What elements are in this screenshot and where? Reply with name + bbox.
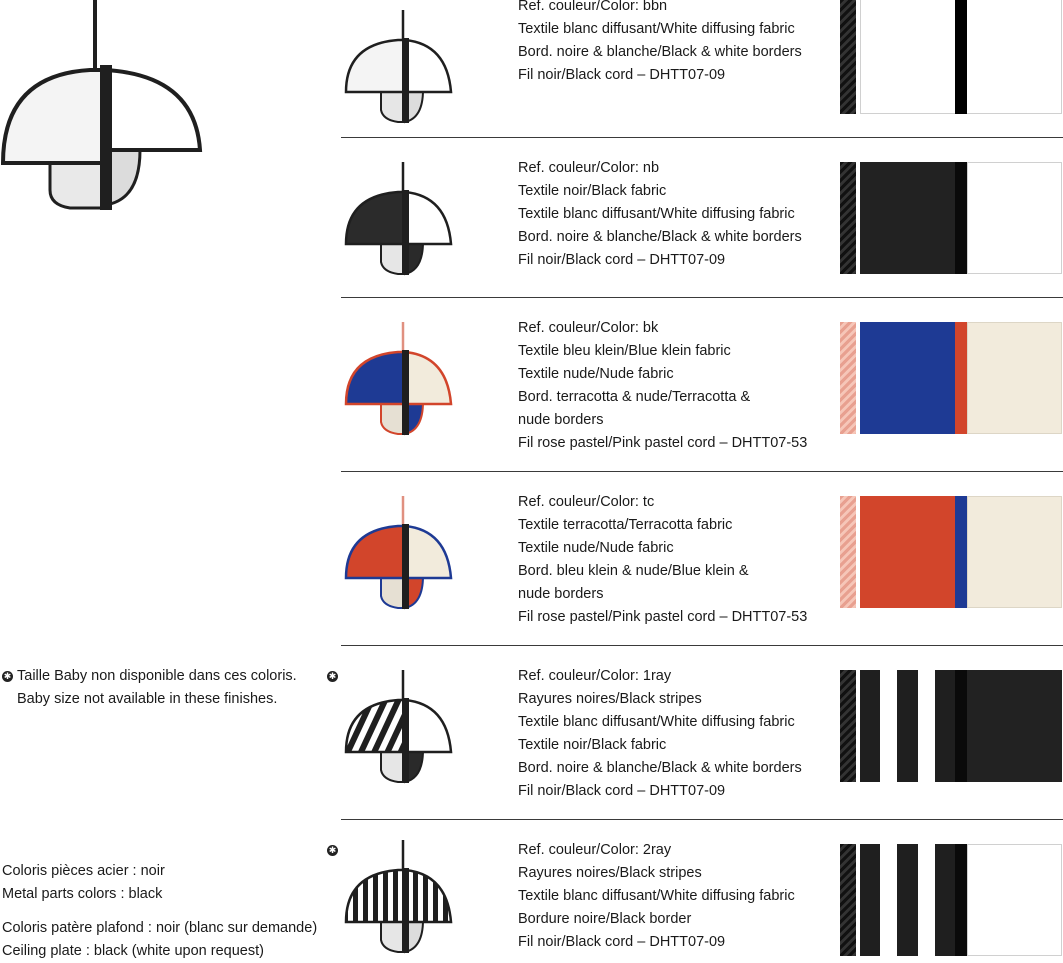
variant-line: Ref. couleur/Color: bbn: [518, 0, 668, 14]
variant-line: Fil rose pastel/Pink pastel cord – DHTT07-53: [518, 609, 808, 625]
border-sample: [955, 844, 967, 956]
variant-line: nude borders: [518, 586, 604, 602]
swatch-bbn: [840, 0, 1062, 114]
note-metal-en: Metal parts colors : black: [2, 886, 163, 902]
fabric-sample: [967, 670, 1062, 782]
lamp-tc-illustration: [343, 496, 453, 614]
divider: [341, 819, 1063, 820]
variant-line: Textile noir/Black fabric: [518, 183, 667, 199]
variant-line: Textile noir/Black fabric: [518, 737, 667, 753]
variant-line: Textile blanc diffusant/White diffusing fabric: [518, 888, 795, 904]
variant-line: nude borders: [518, 412, 604, 428]
fabric-sample: [967, 844, 1062, 956]
lamp-bbn-illustration: [343, 10, 453, 128]
fabric-sample: [967, 496, 1062, 608]
variant-line: Bord. terracotta & nude/Terracotta &: [518, 389, 751, 405]
divider: [341, 137, 1063, 138]
fabric-sample: [967, 322, 1062, 434]
divider: [341, 297, 1063, 298]
variant-line: Ref. couleur/Color: 1ray: [518, 668, 672, 684]
variant-line: Textile bleu klein/Blue klein fabric: [518, 343, 731, 359]
swatch-nb: [840, 162, 1062, 274]
variant-line: Fil noir/Black cord – DHTT07-09: [518, 252, 726, 268]
border-sample: [955, 162, 967, 274]
variant-line: Fil noir/Black cord – DHTT07-09: [518, 934, 726, 950]
lamp-2ray-illustration: [343, 840, 453, 958]
variant-line: Rayures noires/Black stripes: [518, 865, 702, 881]
fabric-sample: [860, 162, 955, 274]
variant-2ray-description: [518, 839, 795, 954]
cord-sample: [840, 0, 856, 114]
stripes-sample: [860, 670, 955, 782]
swatch-2ray: [840, 844, 1062, 956]
swatch-bk: [840, 322, 1062, 434]
swatch-1ray: [840, 670, 1062, 782]
note-unavailable-en: Baby size not available in these finishes.: [17, 691, 278, 707]
variant-nb-description: [518, 157, 802, 272]
variant-line: Textile terracotta/Terracotta fabric: [518, 517, 733, 533]
variant-line: Bord. noire & blanche/Black & white borders: [518, 44, 802, 60]
hero-lamp-illustration: [0, 0, 210, 215]
asterisk-2ray-icon: ✱: [328, 845, 337, 855]
border-sample: [955, 322, 967, 434]
stripes-sample: [860, 844, 955, 956]
note-plate-fr: Coloris patère plafond : noir (blanc sur demande): [2, 920, 318, 936]
variant-line: Ref. couleur/Color: 2ray: [518, 842, 672, 858]
variant-line: Bordure noire/Black border: [518, 911, 692, 927]
variant-line: Fil noir/Black cord – DHTT07-09: [518, 783, 726, 799]
cord-sample: [840, 670, 856, 782]
cord-sample: [840, 496, 856, 608]
fabric-sample: [967, 162, 1062, 274]
variant-line: Textile blanc diffusant/White diffusing fabric: [518, 206, 795, 222]
variant-line: Textile nude/Nude fabric: [518, 540, 674, 556]
lamp-nb-illustration: [343, 162, 453, 280]
divider: [341, 471, 1063, 472]
asterisk-1ray-icon: ✱: [328, 671, 337, 681]
variant-line: Textile nude/Nude fabric: [518, 366, 674, 382]
cord-sample: [840, 322, 856, 434]
note-metal-fr: Coloris pièces acier : noir: [2, 863, 165, 879]
border-sample: [955, 496, 967, 608]
lamp-bk-illustration: [343, 322, 453, 440]
fabric-sample: [860, 322, 955, 434]
variant-line: Textile blanc diffusant/White diffusing fabric: [518, 21, 795, 37]
variant-tc-description: [518, 491, 807, 629]
variant-line: Bord. noire & blanche/Black & white borders: [518, 760, 802, 776]
variant-line: Fil noir/Black cord – DHTT07-09: [518, 67, 726, 83]
variant-line: Rayures noires/Black stripes: [518, 691, 702, 707]
asterisk-note-icon: ✱: [3, 671, 12, 681]
variant-bk-description: [518, 317, 807, 455]
variant-line: Fil rose pastel/Pink pastel cord – DHTT07-53: [518, 435, 808, 451]
variant-line: Bord. bleu klein & nude/Blue klein &: [518, 563, 749, 579]
variant-line: Textile blanc diffusant/White diffusing fabric: [518, 714, 795, 730]
divider: [341, 645, 1063, 646]
border-sample: [955, 670, 967, 782]
variant-1ray-description: [518, 665, 802, 803]
variant-line: Ref. couleur/Color: bk: [518, 320, 659, 336]
cord-sample: [840, 162, 856, 274]
border-sample: [955, 0, 967, 114]
note-unavailable-fr: Taille Baby non disponible dans ces coloris.: [17, 668, 297, 684]
lamp-1ray-illustration: [343, 670, 453, 788]
swatch-tc: [840, 496, 1062, 608]
variant-line: Ref. couleur/Color: tc: [518, 494, 655, 510]
note-plate-en: Ceiling plate : black (white upon request): [2, 943, 264, 959]
cord-sample: [840, 844, 856, 956]
variant-bbn-description: [518, 0, 802, 87]
variant-line: Ref. couleur/Color: nb: [518, 160, 660, 176]
fabric-sample: [860, 496, 955, 608]
variant-line: Bord. noire & blanche/Black & white borders: [518, 229, 802, 245]
